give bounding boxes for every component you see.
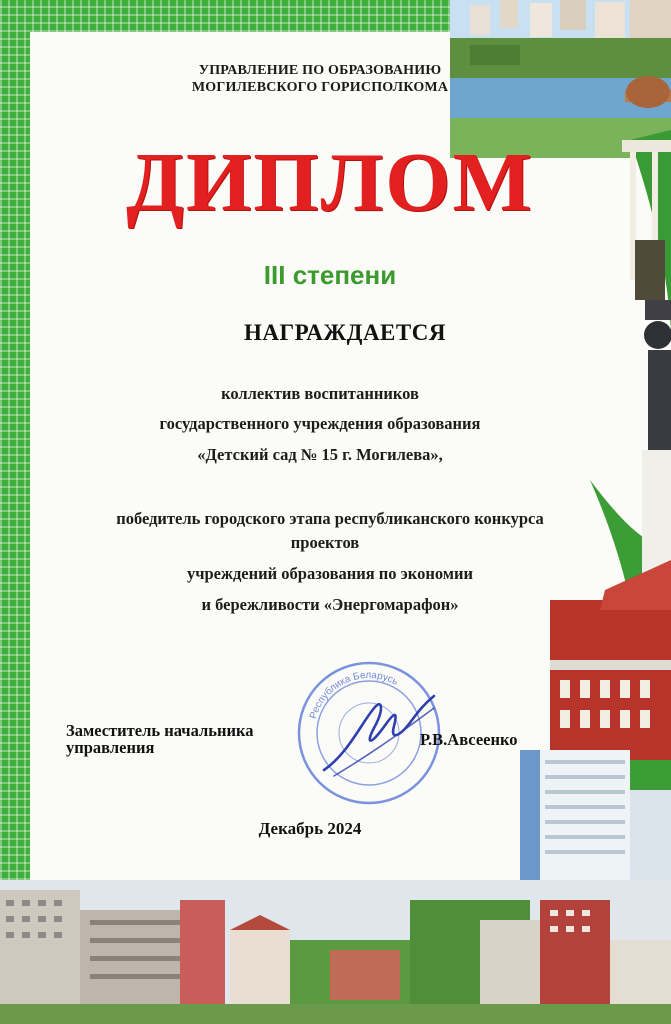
recipient-line-1: коллектив воспитанников (221, 384, 419, 403)
issuer-line-2: МОГИЛЕВСКОГО ГОРИСПОЛКОМА (191, 80, 449, 95)
city-collage-bottom-graphic (0, 880, 671, 1024)
reason-line-3: учреждений образования по экономии (186, 564, 474, 583)
recipient-line-3: «Детский сад № 15 г. Могилева», (197, 445, 443, 464)
reason-line-4: и бережливости «Энергомарафон» (201, 595, 459, 614)
handwritten-signature (324, 696, 434, 770)
city-collage-bottom (0, 880, 671, 1024)
reason-line-2: проектов (290, 533, 360, 552)
diploma-title: ДИПЛОМ (126, 136, 534, 229)
awarded-heading: НАГРАЖДАЕТСЯ (244, 320, 446, 345)
recipient-line-2: государственного учреждения образования (159, 414, 481, 433)
issuer-line-1: УПРАВЛЕНИЕ ПО ОБРАЗОВАНИЮ (198, 63, 442, 78)
issue-date: Декабрь 2024 (258, 819, 362, 838)
signer-position (66, 722, 316, 756)
signer-name: Р.В.Авсеенко (420, 730, 518, 749)
signer-position-line-2: управления (66, 738, 155, 757)
diploma-degree: III степени (263, 260, 397, 290)
stamp-legend-text: Республика Беларусь (308, 669, 400, 721)
signer-position-line-1: Заместитель начальника (66, 721, 254, 740)
issuer-header (130, 62, 510, 96)
reason-line-1: победитель городского этапа республиканского конкурса (116, 509, 544, 528)
